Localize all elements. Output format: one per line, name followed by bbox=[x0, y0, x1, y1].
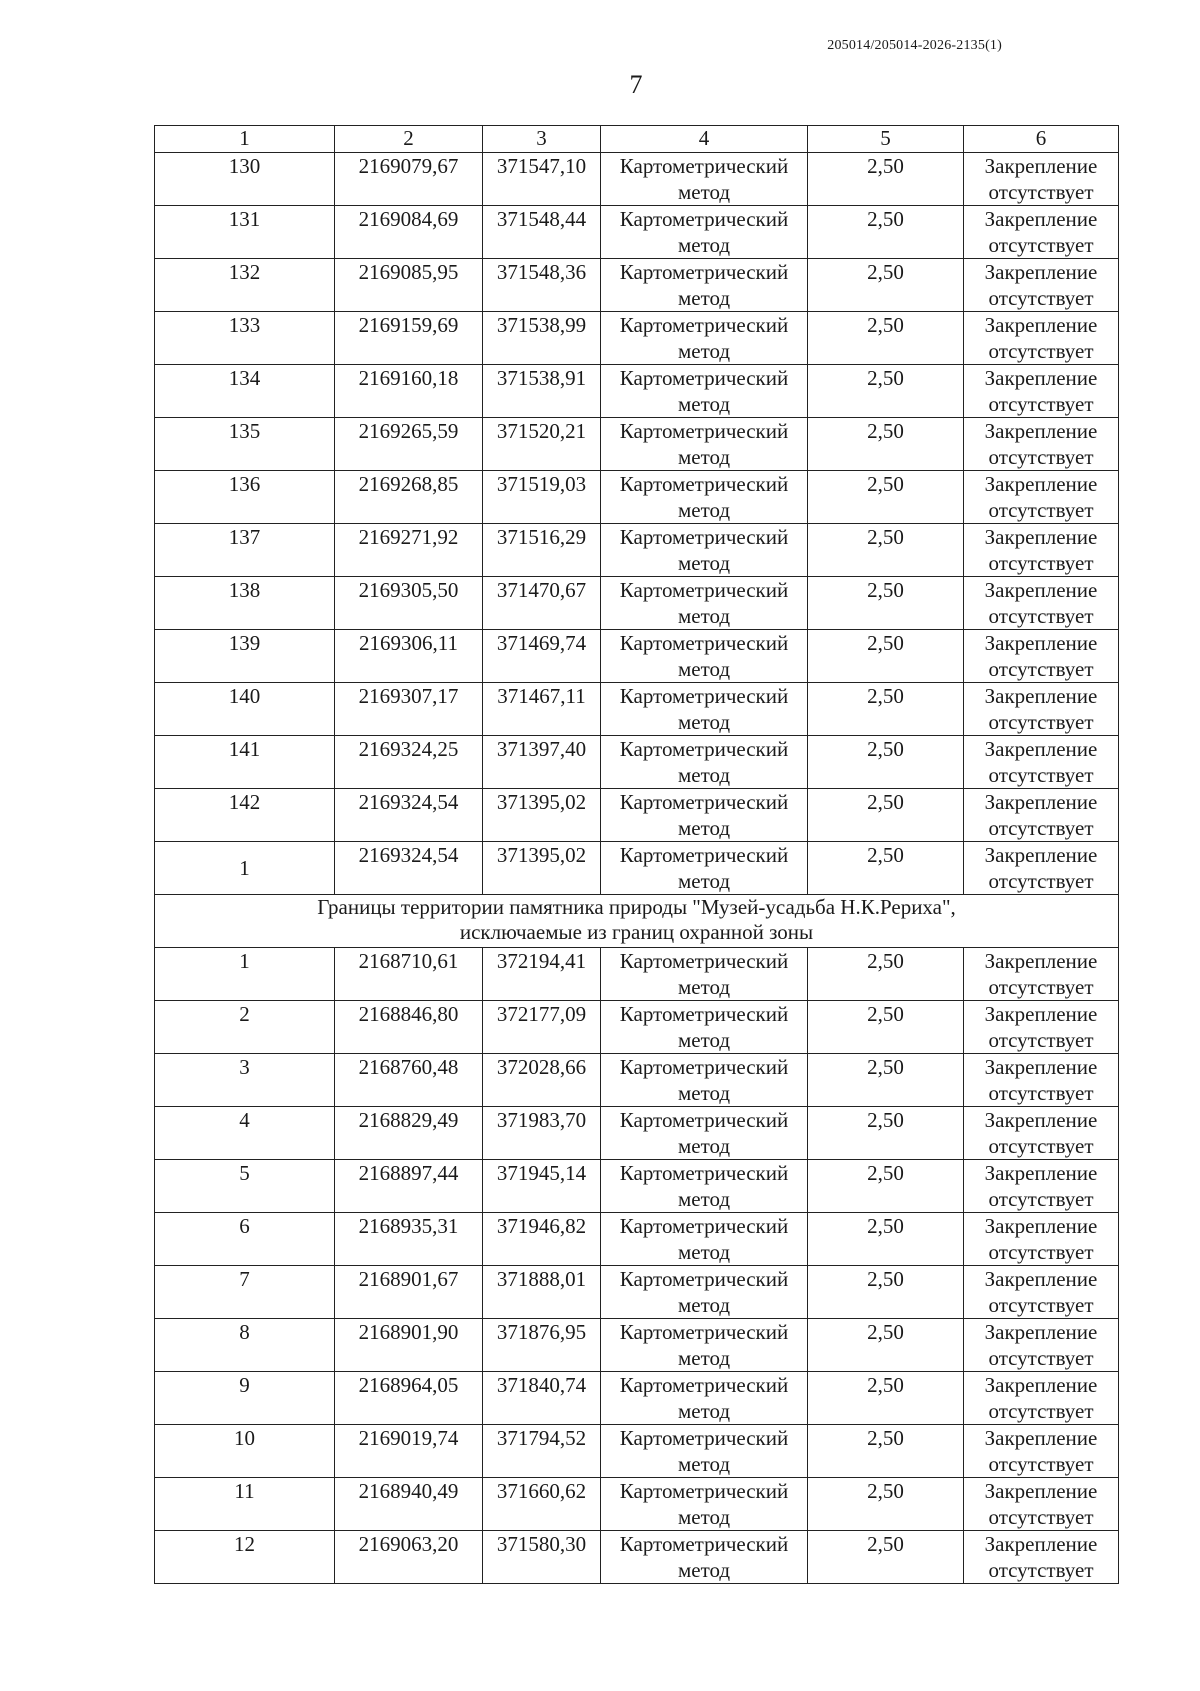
fixing-cell: Закрепление отсутствует bbox=[964, 471, 1119, 524]
point-number: 136 bbox=[155, 471, 335, 524]
accuracy-cell: 2,50 bbox=[808, 259, 964, 312]
point-number: 6 bbox=[155, 1213, 335, 1266]
fixing-cell: Закрепление отсутствует bbox=[964, 1213, 1119, 1266]
y-coordinate: 371888,01 bbox=[483, 1266, 601, 1319]
coordinates-table bbox=[154, 125, 1119, 1584]
method-cell: Картометрический метод bbox=[601, 312, 808, 365]
point-number: 141 bbox=[155, 736, 335, 789]
method-cell: Картометрический метод bbox=[601, 1531, 808, 1584]
x-coordinate: 2169324,54 bbox=[335, 842, 483, 895]
method-cell: Картометрический метод bbox=[601, 577, 808, 630]
y-coordinate: 371840,74 bbox=[483, 1372, 601, 1425]
accuracy-cell: 2,50 bbox=[808, 1054, 964, 1107]
y-coordinate: 372194,41 bbox=[483, 948, 601, 1001]
accuracy-cell: 2,50 bbox=[808, 948, 964, 1001]
x-coordinate: 2168897,44 bbox=[335, 1160, 483, 1213]
point-number: 133 bbox=[155, 312, 335, 365]
method-cell: Картометрический метод bbox=[601, 206, 808, 259]
table-row bbox=[155, 1213, 1119, 1266]
accuracy-cell: 2,50 bbox=[808, 1425, 964, 1478]
fixing-cell: Закрепление отсутствует bbox=[964, 1266, 1119, 1319]
fixing-cell: Закрепление отсутствует bbox=[964, 683, 1119, 736]
table-row bbox=[155, 736, 1119, 789]
point-number: 4 bbox=[155, 1107, 335, 1160]
x-coordinate: 2169268,85 bbox=[335, 471, 483, 524]
y-coordinate: 371580,30 bbox=[483, 1531, 601, 1584]
y-coordinate: 371520,21 bbox=[483, 418, 601, 471]
method-cell: Картометрический метод bbox=[601, 259, 808, 312]
table-row bbox=[155, 259, 1119, 312]
table-row bbox=[155, 683, 1119, 736]
fixing-cell: Закрепление отсутствует bbox=[964, 1425, 1119, 1478]
y-coordinate: 371395,02 bbox=[483, 789, 601, 842]
x-coordinate: 2169160,18 bbox=[335, 365, 483, 418]
point-number: 2 bbox=[155, 1001, 335, 1054]
y-coordinate: 371538,99 bbox=[483, 312, 601, 365]
table-row bbox=[155, 630, 1119, 683]
fixing-cell: Закрепление отсутствует bbox=[964, 418, 1119, 471]
point-number: 137 bbox=[155, 524, 335, 577]
point-number: 1 bbox=[155, 948, 335, 1001]
x-coordinate: 2169265,59 bbox=[335, 418, 483, 471]
x-coordinate: 2168940,49 bbox=[335, 1478, 483, 1531]
x-coordinate: 2168846,80 bbox=[335, 1001, 483, 1054]
table-row bbox=[155, 1107, 1119, 1160]
point-number: 8 bbox=[155, 1319, 335, 1372]
fixing-cell: Закрепление отсутствует bbox=[964, 365, 1119, 418]
fixing-cell: Закрепление отсутствует bbox=[964, 630, 1119, 683]
point-number: 11 bbox=[155, 1478, 335, 1531]
accuracy-cell: 2,50 bbox=[808, 418, 964, 471]
table-row bbox=[155, 1266, 1119, 1319]
fixing-cell: Закрепление отсутствует bbox=[964, 842, 1119, 895]
accuracy-cell: 2,50 bbox=[808, 206, 964, 259]
point-number: 134 bbox=[155, 365, 335, 418]
y-coordinate: 371983,70 bbox=[483, 1107, 601, 1160]
method-cell: Картометрический метод bbox=[601, 1001, 808, 1054]
header-cell-6: 6 bbox=[964, 126, 1119, 153]
fixing-cell: Закрепление отсутствует bbox=[964, 736, 1119, 789]
accuracy-cell: 2,50 bbox=[808, 1478, 964, 1531]
fixing-cell: Закрепление отсутствует bbox=[964, 577, 1119, 630]
point-number: 132 bbox=[155, 259, 335, 312]
header-cell-3: 3 bbox=[483, 126, 601, 153]
table-row bbox=[155, 524, 1119, 577]
table-row bbox=[155, 1531, 1119, 1584]
accuracy-cell: 2,50 bbox=[808, 577, 964, 630]
method-cell: Картометрический метод bbox=[601, 630, 808, 683]
method-cell: Картометрический метод bbox=[601, 524, 808, 577]
accuracy-cell: 2,50 bbox=[808, 683, 964, 736]
accuracy-cell: 2,50 bbox=[808, 312, 964, 365]
table-row bbox=[155, 1054, 1119, 1107]
method-cell: Картометрический метод bbox=[601, 365, 808, 418]
method-cell: Картометрический метод bbox=[601, 1266, 808, 1319]
header-row bbox=[155, 126, 1119, 153]
section-title-line-1: Границы территории памятника природы "Музей-усадьба Н.К.Рериха", bbox=[317, 895, 956, 919]
table-row bbox=[155, 948, 1119, 1001]
x-coordinate: 2169324,54 bbox=[335, 789, 483, 842]
x-coordinate: 2169079,67 bbox=[335, 153, 483, 206]
y-coordinate: 371945,14 bbox=[483, 1160, 601, 1213]
page-number: 7 bbox=[629, 70, 643, 99]
point-number: 135 bbox=[155, 418, 335, 471]
document-id: 205014/205014-2026-2135(1) bbox=[827, 38, 1002, 53]
method-cell: Картометрический метод bbox=[601, 1054, 808, 1107]
fixing-cell: Закрепление отсутствует bbox=[964, 789, 1119, 842]
table-row bbox=[155, 418, 1119, 471]
table-row bbox=[155, 1001, 1119, 1054]
method-cell: Картометрический метод bbox=[601, 471, 808, 524]
y-coordinate: 371548,44 bbox=[483, 206, 601, 259]
point-number: 131 bbox=[155, 206, 335, 259]
fixing-cell: Закрепление отсутствует bbox=[964, 1319, 1119, 1372]
table-row bbox=[155, 206, 1119, 259]
x-coordinate: 2169306,11 bbox=[335, 630, 483, 683]
fixing-cell: Закрепление отсутствует bbox=[964, 1054, 1119, 1107]
x-coordinate: 2168935,31 bbox=[335, 1213, 483, 1266]
point-number: 138 bbox=[155, 577, 335, 630]
x-coordinate: 2168710,61 bbox=[335, 948, 483, 1001]
x-coordinate: 2168760,48 bbox=[335, 1054, 483, 1107]
accuracy-cell: 2,50 bbox=[808, 471, 964, 524]
table-row bbox=[155, 1372, 1119, 1425]
fixing-cell: Закрепление отсутствует bbox=[964, 1160, 1119, 1213]
x-coordinate: 2168901,67 bbox=[335, 1266, 483, 1319]
method-cell: Картометрический метод bbox=[601, 1425, 808, 1478]
table-row bbox=[155, 1478, 1119, 1531]
y-coordinate: 372177,09 bbox=[483, 1001, 601, 1054]
x-coordinate: 2169159,69 bbox=[335, 312, 483, 365]
x-coordinate: 2169084,69 bbox=[335, 206, 483, 259]
fixing-cell: Закрепление отсутствует bbox=[964, 312, 1119, 365]
table-row bbox=[155, 365, 1119, 418]
accuracy-cell: 2,50 bbox=[808, 789, 964, 842]
y-coordinate: 371519,03 bbox=[483, 471, 601, 524]
x-coordinate: 2169324,25 bbox=[335, 736, 483, 789]
x-coordinate: 2168829,49 bbox=[335, 1107, 483, 1160]
y-coordinate: 371469,74 bbox=[483, 630, 601, 683]
method-cell: Картометрический метод bbox=[601, 1372, 808, 1425]
fixing-cell: Закрепление отсутствует bbox=[964, 524, 1119, 577]
section-title-row bbox=[155, 895, 1119, 948]
y-coordinate: 371794,52 bbox=[483, 1425, 601, 1478]
method-cell: Картометрический метод bbox=[601, 1160, 808, 1213]
x-coordinate: 2168964,05 bbox=[335, 1372, 483, 1425]
method-cell: Картометрический метод bbox=[601, 948, 808, 1001]
method-cell: Картометрический метод bbox=[601, 736, 808, 789]
y-coordinate: 371516,29 bbox=[483, 524, 601, 577]
point-number: 5 bbox=[155, 1160, 335, 1213]
point-number: 142 bbox=[155, 789, 335, 842]
y-coordinate: 371660,62 bbox=[483, 1478, 601, 1531]
y-coordinate: 371397,40 bbox=[483, 736, 601, 789]
point-number: 12 bbox=[155, 1531, 335, 1584]
header-cell-4: 4 bbox=[601, 126, 808, 153]
y-coordinate: 371470,67 bbox=[483, 577, 601, 630]
point-number: 139 bbox=[155, 630, 335, 683]
y-coordinate: 371548,36 bbox=[483, 259, 601, 312]
table-row bbox=[155, 1319, 1119, 1372]
accuracy-cell: 2,50 bbox=[808, 630, 964, 683]
accuracy-cell: 2,50 bbox=[808, 1107, 964, 1160]
y-coordinate: 371547,10 bbox=[483, 153, 601, 206]
section-title-line-2: исключаемые из границ охранной зоны bbox=[459, 920, 814, 944]
accuracy-cell: 2,50 bbox=[808, 1266, 964, 1319]
fixing-cell: Закрепление отсутствует bbox=[964, 1478, 1119, 1531]
table-row bbox=[155, 312, 1119, 365]
table-row bbox=[155, 577, 1119, 630]
section-title bbox=[155, 895, 1119, 948]
fixing-cell: Закрепление отсутствует bbox=[964, 1001, 1119, 1054]
y-coordinate: 371395,02 bbox=[483, 842, 601, 895]
method-cell: Картометрический метод bbox=[601, 418, 808, 471]
method-cell: Картометрический метод bbox=[601, 1478, 808, 1531]
y-coordinate: 371538,91 bbox=[483, 365, 601, 418]
fixing-cell: Закрепление отсутствует bbox=[964, 206, 1119, 259]
method-cell: Картометрический метод bbox=[601, 1107, 808, 1160]
point-number: 9 bbox=[155, 1372, 335, 1425]
y-coordinate: 371946,82 bbox=[483, 1213, 601, 1266]
method-cell: Картометрический метод bbox=[601, 1319, 808, 1372]
table-row bbox=[155, 789, 1119, 842]
y-coordinate: 371467,11 bbox=[483, 683, 601, 736]
y-coordinate: 372028,66 bbox=[483, 1054, 601, 1107]
table-row bbox=[155, 471, 1119, 524]
table-row bbox=[155, 842, 1119, 895]
header-cell-1: 1 bbox=[155, 126, 335, 153]
accuracy-cell: 2,50 bbox=[808, 1001, 964, 1054]
point-number: 10 bbox=[155, 1425, 335, 1478]
method-cell: Картометрический метод bbox=[601, 153, 808, 206]
point-number: 140 bbox=[155, 683, 335, 736]
accuracy-cell: 2,50 bbox=[808, 153, 964, 206]
fixing-cell: Закрепление отсутствует bbox=[964, 1107, 1119, 1160]
accuracy-cell: 2,50 bbox=[808, 1372, 964, 1425]
table-row bbox=[155, 153, 1119, 206]
x-coordinate: 2169305,50 bbox=[335, 577, 483, 630]
x-coordinate: 2169307,17 bbox=[335, 683, 483, 736]
method-cell: Картометрический метод bbox=[601, 683, 808, 736]
accuracy-cell: 2,50 bbox=[808, 365, 964, 418]
fixing-cell: Закрепление отсутствует bbox=[964, 948, 1119, 1001]
point-number: 3 bbox=[155, 1054, 335, 1107]
method-cell: Картометрический метод bbox=[601, 842, 808, 895]
x-coordinate: 2169271,92 bbox=[335, 524, 483, 577]
accuracy-cell: 2,50 bbox=[808, 1531, 964, 1584]
accuracy-cell: 2,50 bbox=[808, 524, 964, 577]
table-row bbox=[155, 1160, 1119, 1213]
method-cell: Картометрический метод bbox=[601, 789, 808, 842]
fixing-cell: Закрепление отсутствует bbox=[964, 1531, 1119, 1584]
accuracy-cell: 2,50 bbox=[808, 1213, 964, 1266]
x-coordinate: 2169085,95 bbox=[335, 259, 483, 312]
x-coordinate: 2169019,74 bbox=[335, 1425, 483, 1478]
method-cell: Картометрический метод bbox=[601, 1213, 808, 1266]
fixing-cell: Закрепление отсутствует bbox=[964, 1372, 1119, 1425]
x-coordinate: 2169063,20 bbox=[335, 1531, 483, 1584]
x-coordinate: 2168901,90 bbox=[335, 1319, 483, 1372]
accuracy-cell: 2,50 bbox=[808, 842, 964, 895]
accuracy-cell: 2,50 bbox=[808, 1160, 964, 1213]
table-body bbox=[155, 126, 1119, 1584]
header-cell-2: 2 bbox=[335, 126, 483, 153]
accuracy-cell: 2,50 bbox=[808, 1319, 964, 1372]
fixing-cell: Закрепление отсутствует bbox=[964, 153, 1119, 206]
fixing-cell: Закрепление отсутствует bbox=[964, 259, 1119, 312]
header-cell-5: 5 bbox=[808, 126, 964, 153]
point-number: 1 bbox=[155, 842, 335, 895]
point-number: 7 bbox=[155, 1266, 335, 1319]
y-coordinate: 371876,95 bbox=[483, 1319, 601, 1372]
point-number: 130 bbox=[155, 153, 335, 206]
accuracy-cell: 2,50 bbox=[808, 736, 964, 789]
table-row bbox=[155, 1425, 1119, 1478]
